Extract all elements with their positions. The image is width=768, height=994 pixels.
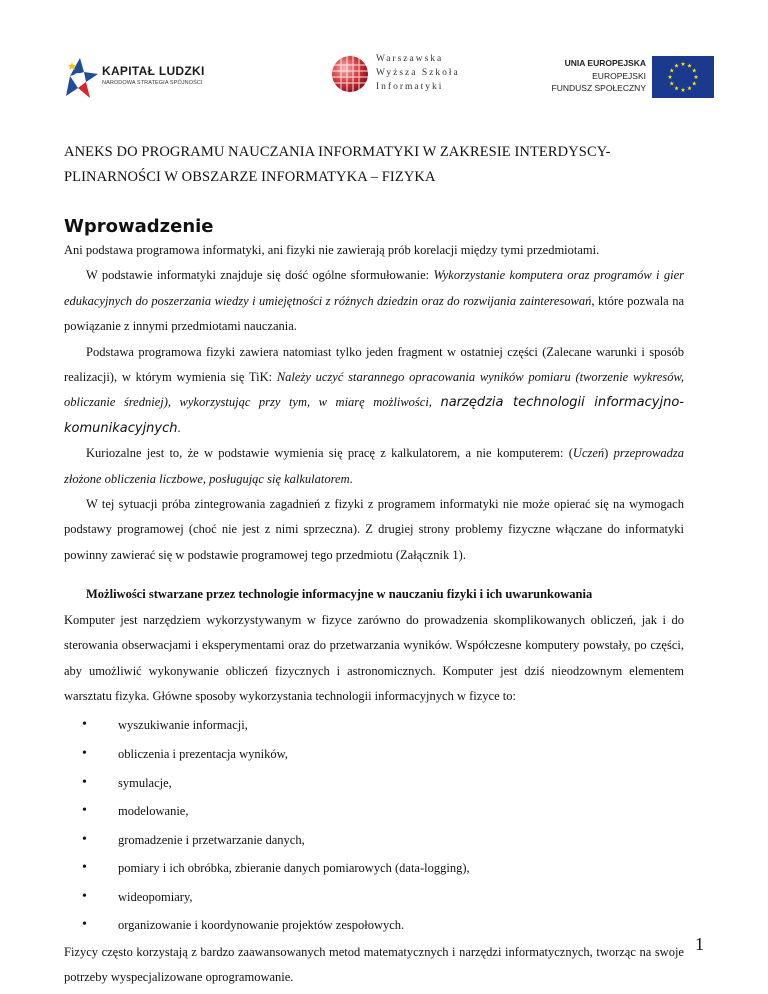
paragraph-3-text: Podstawa programowa fizyki zawiera natomiast tylko jeden fragment w ostatniej części (Zalecane warunki i sposób realizacji), w którym wymienia się TiK:: [64, 344, 684, 385]
paragraph-7: Fizycy często korzystają z bardzo zaawansowanych metod matematycznych i narzędzi informatycznych, tworząc na swoje potrzeby wyspecjalizowane oprogramowanie.: [64, 945, 684, 985]
wwsi-line-2: Wyższa Szkoła: [376, 68, 460, 78]
wwsi-logo: [330, 48, 470, 102]
document-title-line-2: PLINARNOŚCI W OBSZARZE INFORMATYKA – FIZYKA: [64, 169, 436, 185]
kapital-ludzki-star-icon: [64, 56, 100, 100]
document-title: [64, 140, 684, 190]
paragraph-6: Komputer jest narzędziem wykorzystywanym w fizyce zarówno do prowadzenia skomplikowanych obliczeń, jak i do sterowania obserwacjami i eksperymentami oraz do przetwarzania wyników. Współczesne komputery powstały, po części, aby umożliwić wykonywanie obliczeń fizycznych i astronomicznych. Komputer jest dziś nieodzownym elementem warsztatu fizyka. Główne sposoby wykorzystania technologii informacyjnych w fizyce to:: [64, 612, 684, 703]
list-item: • gromadzenie i przetwarzanie danych,: [64, 826, 684, 855]
paragraph-4-paren: ): [604, 446, 614, 461]
paragraph-3-end: .: [177, 420, 181, 435]
section-heading-introduction: Wprowadzenie: [64, 216, 214, 237]
wwsi-line-3: Informatyki: [376, 82, 444, 92]
kapital-ludzki-logo: [64, 56, 214, 106]
paragraph-5: W tej sytuacji próba zintegrowania zagadnień z fizyki z programem informatyki nie może opierać się na wymogach podstawy programowej (choć nie jest z nimi sprzeczna). Z drugiej strony problemy fizyczne włączane do informatyki powinny zawierać się w podstawie programowej tego przedmiotu (Załącznik 1).: [64, 497, 684, 562]
eu-line-2: EUROPEJSKI: [592, 71, 646, 81]
wwsi-sphere-icon: [330, 54, 370, 94]
document-body: [64, 140, 684, 991]
paragraph-2-quote: Wykorzystanie komputera oraz programów i gier edukacyjnych do poszerzania wiedzy i umiejętności z różnych dziedzin oraz do rozwijania zainteresowań: [64, 268, 684, 308]
kapital-ludzki-title: KAPITAŁ LUDZKI: [102, 64, 205, 78]
paragraph-4-end: .: [349, 471, 353, 486]
list-item: • organizowanie i koordynowanie projektów zespołowych.: [64, 911, 684, 940]
list-item: • obliczenia i prezentacja wyników,: [64, 740, 684, 769]
document-title-line-1: ANEKS DO PROGRAMU NAUCZANIA INFORMATYKI W ZAKRESIE INTERDYSCY-: [64, 144, 611, 160]
eu-line-3: FUNDUSZ SPOŁECZNY: [551, 83, 646, 93]
list-item: • pomiary i ich obróbka, zbieranie danych pomiarowych (data-logging),: [64, 854, 684, 883]
paragraph-2-end: , które pozwala na powiązanie z innymi przedmiotami nauczania.: [64, 293, 684, 334]
paragraph-3-quote: Należy uczyć starannego opracowania wyników pomiaru (tworzenie wykresów, obliczanie średniej), wykorzystując przy tym, w miarę możliwości,: [64, 370, 684, 410]
paragraph-4-text: Kuriozalne jest to, że w podstawie wymienia się pracę z kalkulatorem, a nie komputerem: (: [86, 446, 573, 461]
paragraph-1: Ani podstawa programowa informatyki, ani fizyki nie zawierają prób korelacji między tymi przedmiotami.: [64, 243, 600, 257]
paragraph-3: [64, 340, 684, 442]
paragraph-4: [64, 441, 684, 492]
kapital-ludzki-subtitle: NARODOWA STRATEGIA SPÓJNOŚCI: [102, 80, 203, 86]
eu-logo: [538, 56, 714, 98]
page-number: 1: [695, 934, 704, 954]
list-item: • symulacje,: [64, 769, 684, 798]
list-item: • wyszukiwanie informacji,: [64, 711, 684, 740]
paragraph-2-text: W podstawie informatyki znajduje się dość ogólne sformułowanie:: [86, 268, 434, 283]
list-item: • wideopomiary,: [64, 883, 684, 912]
paragraph-4-subject: Uczeń: [572, 446, 605, 461]
list-item: • modelowanie,: [64, 797, 684, 826]
eu-line-1: UNIA EUROPEJSKA: [564, 58, 646, 68]
paragraph-4-quote: przeprowadza złożone obliczenia liczbowe, posługując się kalkulatorem: [64, 446, 685, 486]
bullet-list: [64, 711, 684, 940]
section-heading-possibilities: Możliwości stwarzane przez technologie informacyjne w nauczaniu fizyki i ich uwarunkowania: [86, 587, 593, 602]
paragraph-2: [64, 263, 684, 339]
eu-flag-icon: [652, 56, 714, 98]
paragraph-3-quote-emphasis: narzędzia technologii informacyjno-komunikacyjnych: [64, 395, 684, 436]
wwsi-line-1: Warszawska: [376, 54, 444, 64]
